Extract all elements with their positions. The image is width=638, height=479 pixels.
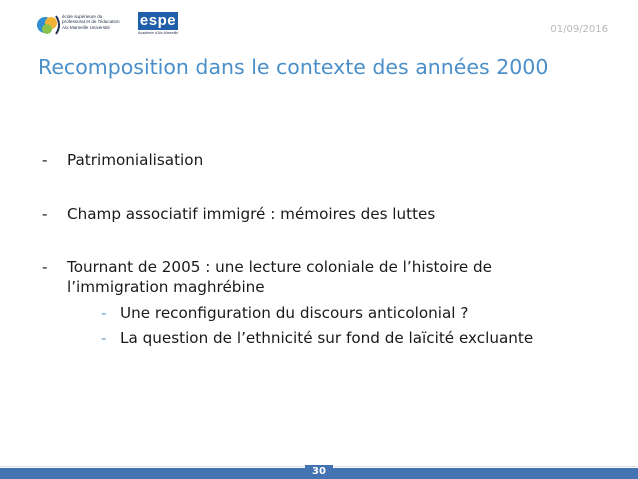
bullet-text: Patrimonialisation [67,151,204,169]
espe-logo-text: espe [139,12,177,29]
espe-logo [138,12,178,38]
logo-left-line: professorat et de l'éducation [62,19,120,25]
logo-left-line: école supérieure du [62,14,103,19]
sub-bullet-text: Une reconfiguration du discours anticolonial ? [120,304,469,322]
bullet-dash: - [42,205,48,223]
bullet-dash: - [42,258,48,276]
bullet-text: Tournant de 2005 : une lecture coloniale de l’histoire de l’immigration maghrébine [67,258,493,296]
espe-university-logo [36,10,132,40]
espe-logo-mark-icon [36,12,62,38]
logo-left-line: Aix-Marseille Université [62,24,110,30]
sub-bullet-text: La question de l’ethnicité sur fond de laïcité excluante [120,329,534,347]
slide-date: 01/09/2016 [550,24,608,35]
page-number: 30 [305,465,333,479]
logo-left-text [62,14,120,30]
sub-bullet-dash: - [101,304,107,322]
sub-bullet-dash: - [101,329,107,347]
slide-title: Recomposition dans le contexte des années 2000 [38,55,549,79]
bullet-text: Champ associatif immigré : mémoires des luttes [67,205,436,223]
bullet-dash: - [42,151,48,169]
espe-logo-subtitle: Académie d'Aix-Marseille [138,31,179,35]
